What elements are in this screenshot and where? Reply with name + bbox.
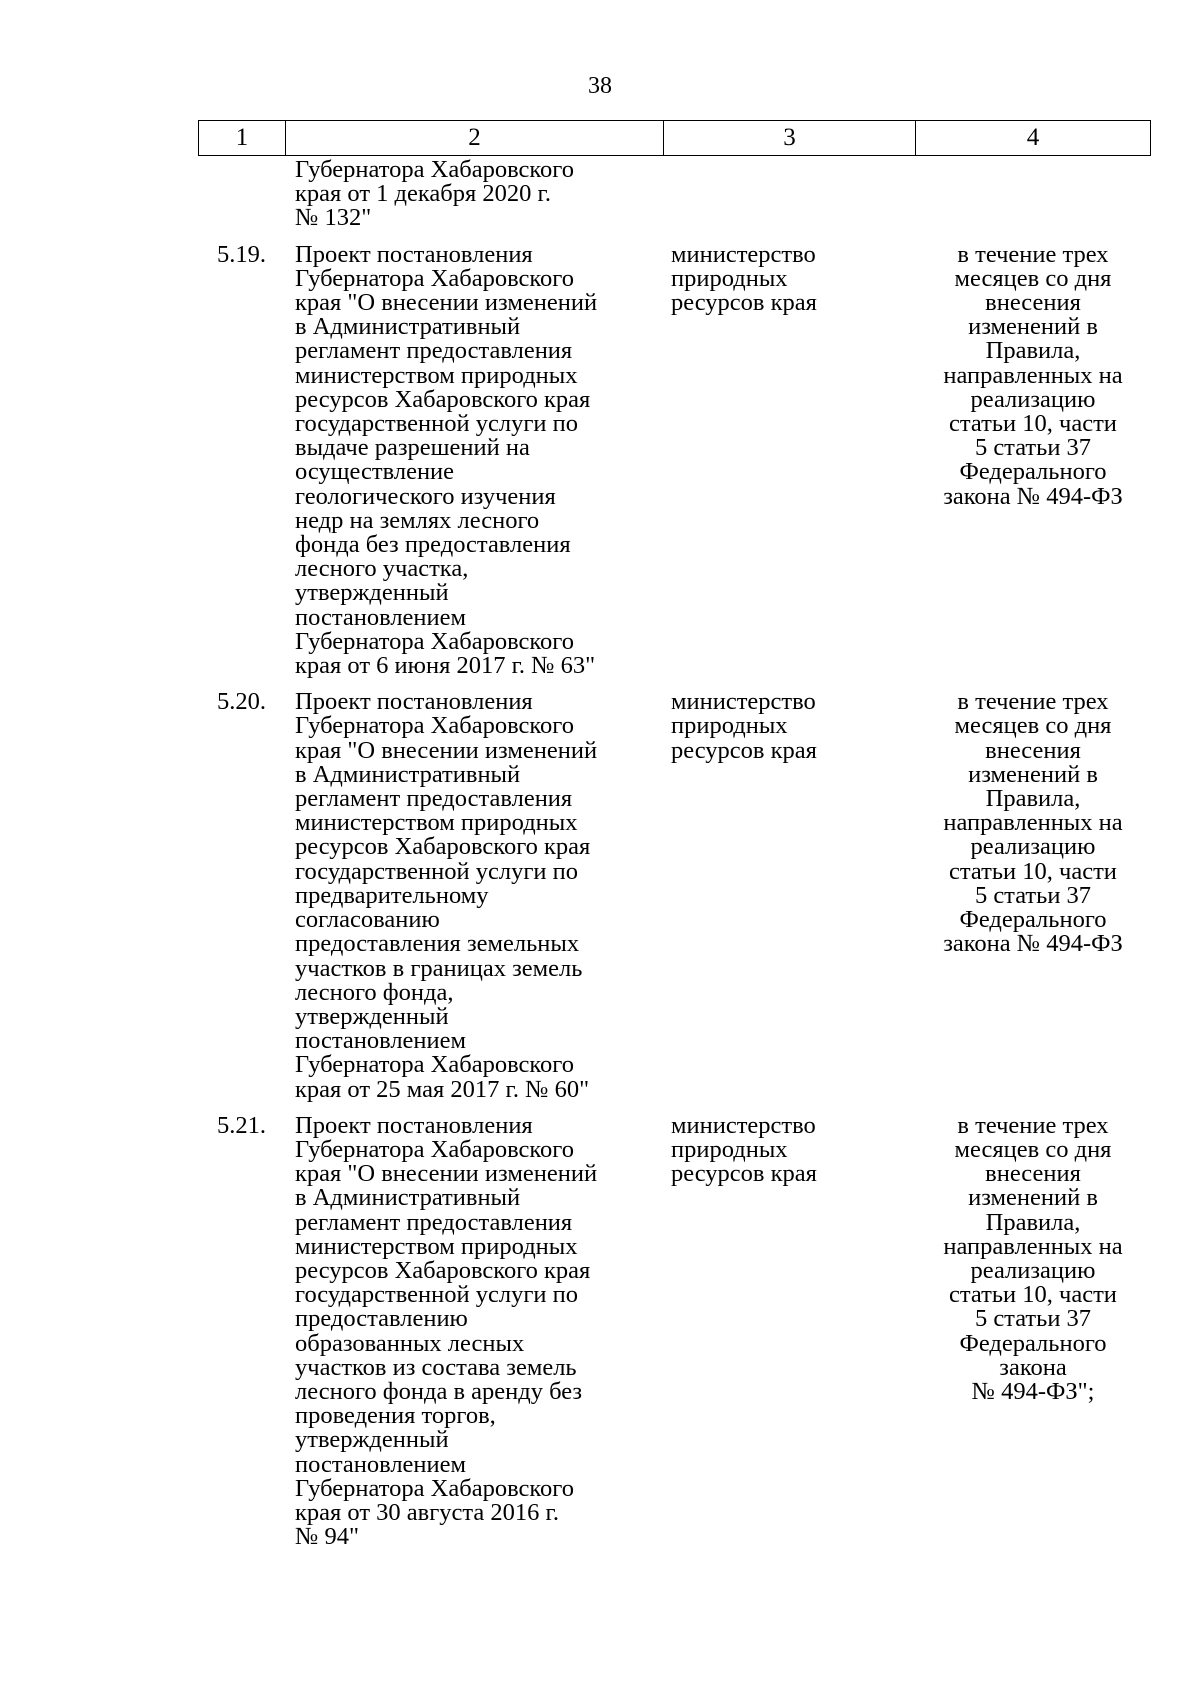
row-deadline: в течение трех месяцев со дня внесения изменений в Правила, направленных на реализацию статьи 10, части 5 статьи 37 Федерального закона № 494-ФЗ"; xyxy=(943,1111,1123,1405)
row-responsible: министерство природных ресурсов края xyxy=(671,1111,817,1188)
table-row xyxy=(198,158,1151,231)
row-title: Проект постановления Губернатора Хабаровского края "О внесении изменений в Административный регламент предоставления министерством природных ресурсов Хабаровского края государственной услуги по предварительному согласованию предоставления земельных участков в границах земель лесного фонда, утвержденный постановлением Губернатора Хабаровского края от 25 мая 2017 г. № 60" xyxy=(295,688,598,1103)
table-row xyxy=(198,240,1151,680)
row-responsible: министерство природных ресурсов края xyxy=(671,688,817,764)
table-row xyxy=(198,1111,1151,1551)
table-header xyxy=(198,120,1151,156)
page-number: 38 xyxy=(588,73,612,99)
row-responsible xyxy=(663,158,915,231)
row-title: Проект постановления Губернатора Хабаровского края "О внесении изменений в Административный регламент предоставления министерством природных ресурсов Хабаровского края государственной услуги по предоставлению образованных лесных участков из состава земель лесного фонда в аренду без проведения торгов, утвержденный постановлением Губернатора Хабаровского края от 30 августа 2016 г. № 94" xyxy=(295,1111,598,1551)
row-title: Губернатора Хабаровского края от 1 декабря 2020 г. № 132" xyxy=(295,156,574,232)
row-number xyxy=(198,158,285,231)
row-title: Проект постановления Губернатора Хабаровского края "О внесении изменений в Административный регламент предоставления министерством природных ресурсов Хабаровского края государственной услуги по выдаче разрешений на осуществление геологического изучения недр на землях лесного фонда без предоставления лесного участка, утвержденный постановлением Губернатора Хабаровского края от 6 июня 2017 г. № 63" xyxy=(295,240,598,680)
row-number: 5.19. xyxy=(217,240,266,268)
row-responsible: министерство природных ресурсов края xyxy=(671,240,817,317)
row-number: 5.21. xyxy=(217,1111,266,1139)
header-col-2: 2 xyxy=(286,121,664,155)
row-deadline: в течение трех месяцев со дня внесения изменений в Правила, направленных на реализацию статьи 10, части 5 статьи 37 Федерального закона № 494-ФЗ xyxy=(943,688,1123,958)
row-deadline xyxy=(915,158,1151,231)
table-row xyxy=(198,690,1151,1101)
row-deadline: в течение трех месяцев со дня внесения изменений в Правила, направленных на реализацию статьи 10, части 5 статьи 37 Федерального закона № 494-ФЗ xyxy=(943,240,1123,510)
header-col-4: 4 xyxy=(1026,124,1040,151)
table-body xyxy=(198,158,1151,1561)
row-number: 5.20. xyxy=(217,688,266,716)
header-col-1: 1 xyxy=(199,121,286,155)
header-col-3: 3 xyxy=(664,121,916,155)
